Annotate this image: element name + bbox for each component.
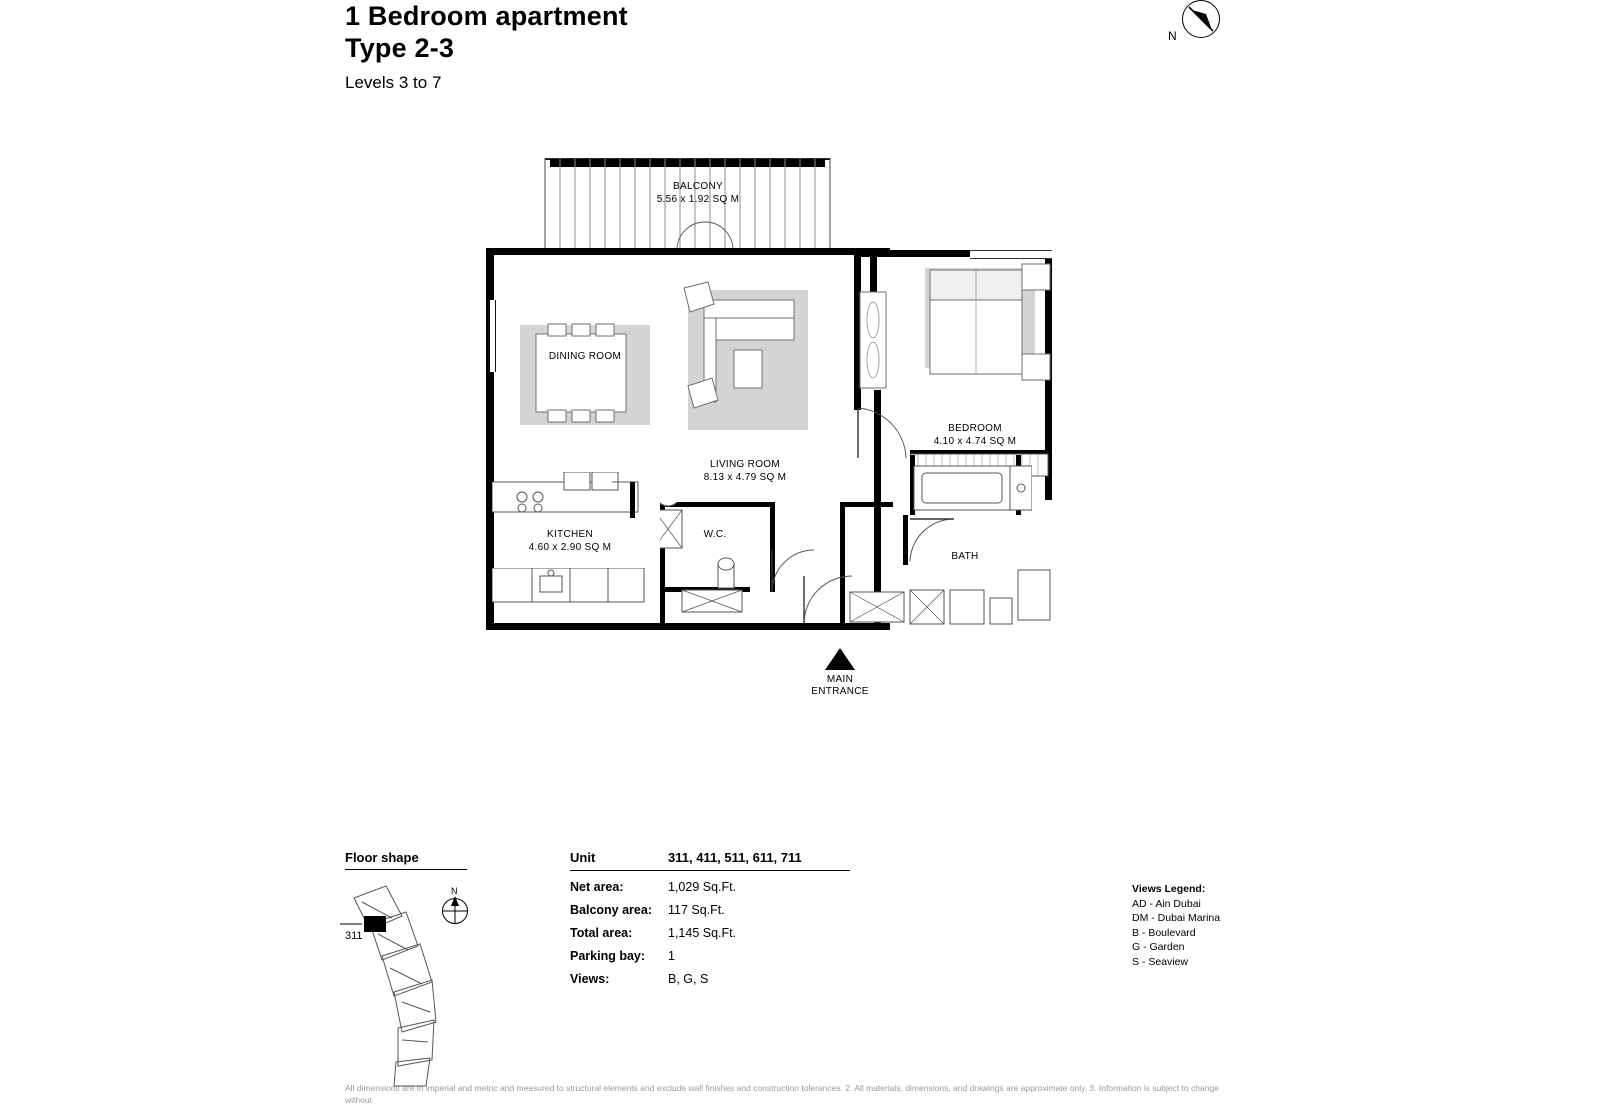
unit-info-header-key: Unit [570,850,596,865]
bedroom-door-swing-icon [854,408,914,466]
compass-north-label: N [1168,29,1177,43]
room-label-bedroom [890,422,1060,448]
bath-door-swing-icon [908,515,962,567]
room-name-dining: DINING ROOM [548,351,622,362]
wardrobe-icon [858,290,898,390]
info-row-balcony-area [570,903,850,917]
room-name-balcony: BALCONY [673,181,723,192]
views-legend-item-s: S - Seaview [1132,955,1189,968]
room-dimensions-kitchen: 4.60 x 2.90 SQ M [528,542,612,553]
room-dimensions-bedroom: 4.10 x 4.74 SQ M [933,436,1017,447]
wall-top [486,248,890,255]
views-legend-title: Views Legend: [1132,883,1206,895]
info-key-net-area: Net area: [570,880,624,894]
entrance-label [795,674,885,698]
views-legend-panel [1132,882,1220,969]
window-left-line2 [495,300,496,372]
room-label-dining [520,350,650,363]
floor-shape-title: Floor shape [345,850,467,870]
info-key-views: Views: [570,972,610,986]
info-value-net-area: 1,029 Sq.Ft. [668,880,737,894]
entrance-triangle-icon [825,648,855,670]
views-legend-item-dm: DM - Dubai Marina [1132,912,1221,924]
page-title-line2: Type 2-3 [345,33,455,63]
room-name-living: LIVING ROOM [710,459,780,470]
views-legend-item-b: B - Boulevard [1132,926,1196,939]
floor-shape-compass-north-label: N [451,886,458,896]
floor-shape-compass-icon [440,886,476,930]
compass-needle-icon [1168,0,1228,56]
bedroom-window [970,250,1052,259]
room-name-bedroom: BEDROOM [948,423,1002,434]
sofa-set-icon [682,278,822,428]
kitchen-partition-wall [630,482,635,518]
info-row-parking-bay [570,949,850,963]
room-name-kitchen: KITCHEN [547,529,593,540]
info-row-views [570,972,850,986]
info-row-total-area [570,926,850,940]
info-key-total-area: Total area: [570,926,633,940]
page-title-line1: 1 Bedroom apartment [345,1,628,31]
views-legend-item-ad: AD - Ain Dubai [1132,897,1201,910]
bed-icon [920,262,1060,392]
info-key-parking-bay: Parking bay: [570,949,646,963]
room-name-wc: W.C. [703,529,727,540]
entrance-door-swing-icon [800,574,860,628]
room-label-wc [680,528,750,541]
unit-info-header-value: 311, 411, 511, 611, 711 [668,850,802,865]
room-label-balcony [613,180,783,206]
page-header [345,0,1045,96]
unit-info-header [570,850,850,871]
bedroom-top-wall [861,250,976,257]
kitchen-upper-units-icon [492,472,642,532]
wc-fixtures-icon [660,502,780,634]
info-value-parking-bay: 1 [668,949,675,963]
corridor-wall-top [845,502,893,507]
room-dimensions-living: 8.13 x 4.79 SQ M [703,472,787,483]
floor-shape-panel [345,850,525,942]
bath-corner-unit-icon [1016,568,1068,628]
views-legend-item-g: G - Garden [1132,941,1185,953]
kitchen-lower-units-icon [492,568,652,612]
floor-shape-compass-needle-icon [440,886,476,930]
room-label-living [660,458,830,484]
disclaimer-text: All dimensions are in imperial and metric and measured to structural elements and exclude wall finishes and construction tolerances. 2. All materials, dimensions, and drawings are approximate only. 3. Information is subject to change without [345,1083,1219,1105]
unit-info-panel [570,850,850,986]
floor-shape-unit-marker: 311 [345,930,363,942]
bath-fixtures-icon [908,570,1028,640]
info-key-balcony-area: Balcony area: [570,903,652,917]
entrance-label-line2: ENTRANCE [811,686,869,697]
info-value-total-area: 1,145 Sq.Ft. [668,926,737,940]
room-dimensions-balcony: 5.56 x 1.92 SQ M [656,194,740,205]
page-subtitle-levels: Levels 3 to 7 [345,73,442,92]
dining-table-icon [518,322,658,432]
info-value-views: B, G, S [668,972,709,986]
floor-plan [470,150,1100,720]
room-name-bath: BATH [951,551,979,562]
info-row-net-area [570,880,850,894]
main-entrance-marker [795,648,885,698]
room-label-kitchen [500,528,640,554]
entrance-label-line1: MAIN [826,674,854,685]
info-value-balcony-area: 117 Sq.Ft. [668,903,725,917]
window-left-line1 [488,300,489,372]
compass-north-icon [1168,0,1228,56]
